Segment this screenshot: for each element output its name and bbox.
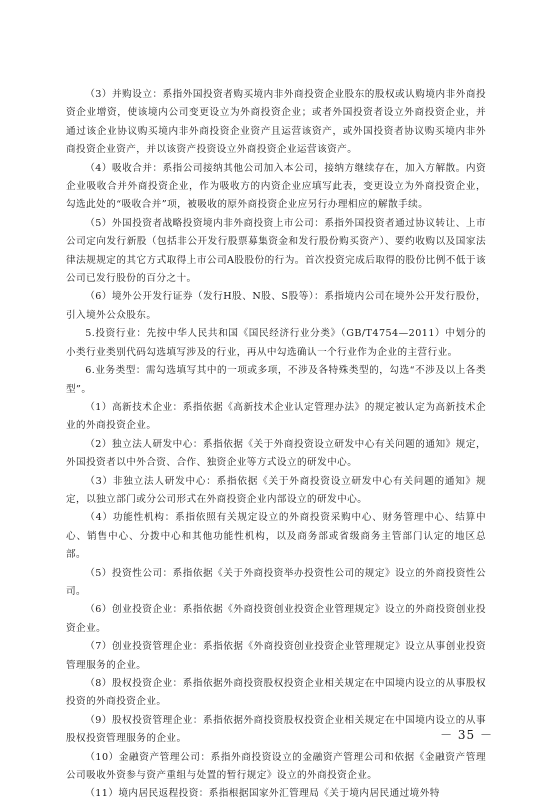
- item-4-functional-institution: （4）功能性机构：系指依照有关规定设立的外商投资采购中心、财务管理中心、结算中心、销售中心、分拨中心和其他功能性机构，以及商务部或省级商务主管部门认定的地区总部。: [66, 512, 486, 561]
- item-7-venture-capital-management: （7）创业投资管理企业：系指依据《外商投资创业投资企业管理规定》设立从事创业投资管理服务的企业。: [66, 641, 486, 671]
- item-8-equity-investment: （8）股权投资企业：系指依据外商投资股权投资企业相关规定在中国境内设立的从事股权投资的外商投资企业。: [66, 678, 486, 708]
- item-2-independent-rd-center: （2）独立法人研发中心：系指依据《关于外商投资设立研发中心有关问题的通知》规定，外国投资者以中外合资、合作、独资企业等方式设立的研发中心。: [66, 438, 486, 469]
- paragraph-6-overseas-securities: （6）境外公开发行证券（发行H股、N股、S股等）：系指境内公司在境外公开发行股份，引入境外公众股东。: [66, 291, 486, 321]
- paragraph-3-merger-establishment: （3）并购设立：系指外国投资者购买境内非外商投资企业股东的股权或认购境内非外商投资企业增资，使该境内公司变更设立为外商投资企业；或者外国投资者设立外商投资企业，并通过该企业协议购买境内非外商投资企业资产且运营该资产，或外国投资者协议购买境内非外商投资企业资产，并以该资产投资设立外商投资企业运营该资产。: [66, 89, 486, 156]
- item-10-asset-management-company: （10）金融资产管理公司：系指外商投资设立的金融资产管理公司和依据《金融资产管理公司吸收外资参与资产重组与处置的暂行规定》设立的外商投资企业。: [66, 751, 486, 782]
- paragraph-4-absorption-merger: （4）吸收合并：系指公司接纳其他公司加入本公司，接纳方继续存在，加入方解散。内资企业吸收合并外商投资企业，作为吸收方的内资企业应填写此表，变更设立为外商投资企业，勾选此处的“吸收合并”项，被吸收的原外商投资企业应另行办理相应的解散手续。: [66, 162, 486, 211]
- item-1-high-tech: （1）高新技术企业：系指依据《高新技术企业认定管理办法》的规定被认定为高新技术企业的外商投资企业。: [66, 401, 486, 432]
- item-6-venture-capital: （6）创业投资企业：系指依据《外商投资创业投资企业管理规定》设立的外商投资创业投资企业。: [66, 604, 486, 634]
- item-3-non-independent-rd-center: （3）非独立法人研发中心：系指依据《关于外商投资设立研发中心有关问题的通知》规定，以独立部门或分公司形式在外商投资企业内部设立的研发中心。: [66, 475, 486, 505]
- page-number: － 35 －: [440, 728, 493, 742]
- paragraph-5-strategic-investment: （5）外国投资者战略投资境内非外商投资上市公司：系指外国投资者通过协议转让、上市公司定向发行新股（包括非公开发行股票募集资金和发行股份购买资产）、要约收购以及国家法律法规规定的其它方式取得上市公司A股股份的行为。首次投资完成后取得的股份比例不低于该公司已发行股份的百分之十。: [66, 217, 486, 285]
- item-11-round-trip-investment: （11）境内居民返程投资：系指根据国家外汇管理局《关于境内居民通过境外特: [85, 788, 440, 800]
- item-9-equity-investment-management: （9）股权投资管理企业：系指依据外商投资股权投资企业相关规定在中国境内设立的从事股权投资管理服务的企业。: [66, 714, 486, 745]
- section-6-business-type: 6.业务类型：需勾选填写其中的一项或多项，不涉及各特殊类型的，勾选“不涉及以上各类型”。: [66, 365, 486, 395]
- section-5-investment-industry: 5.投资行业：先按中华人民共和国《国民经济行业分类》（GB/T4754—2011）中划分的小类行业类别代码勾选填写涉及的行业，再从中勾选确认一个行业作为企业的主营行业。: [66, 328, 486, 358]
- body-text: [66, 86, 486, 804]
- item-5-investment-company: （5）投资性公司：系指依据《关于外商投资举办投资性公司的规定》设立的外商投资性公司。: [66, 567, 486, 597]
